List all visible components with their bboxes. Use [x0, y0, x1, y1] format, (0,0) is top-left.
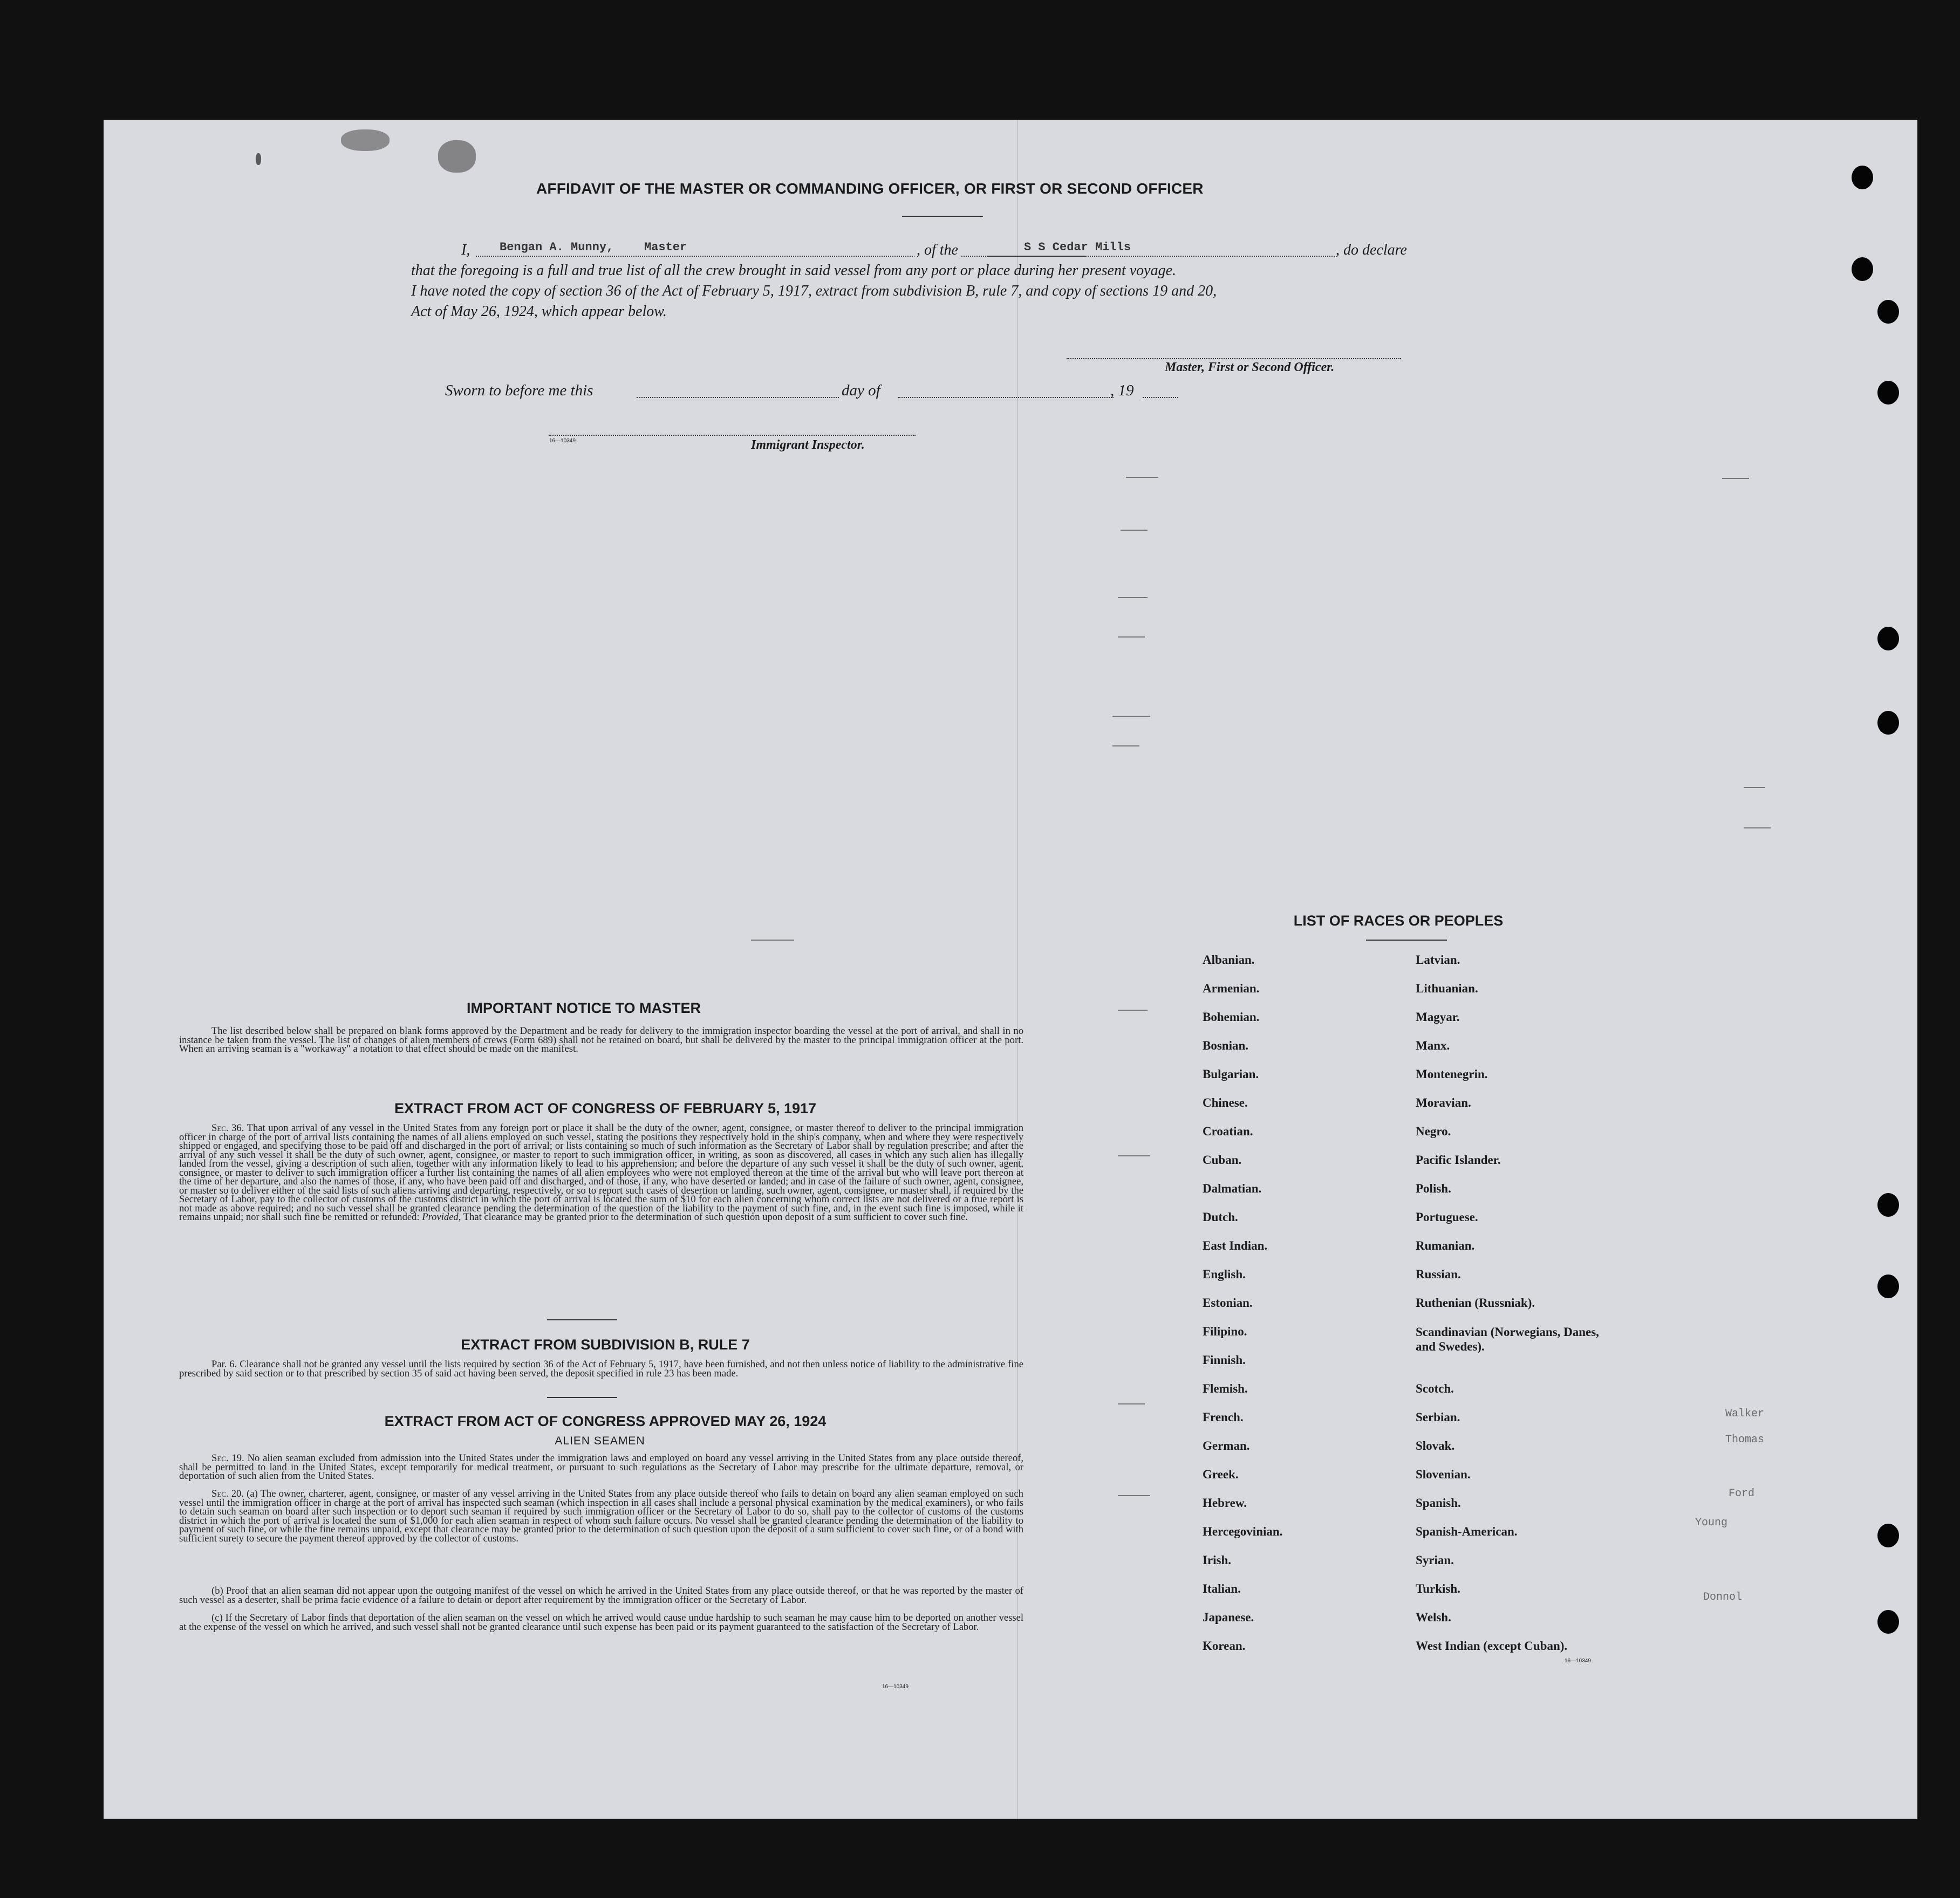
binder-hole	[1877, 1524, 1899, 1547]
bleed-mark	[1118, 1010, 1148, 1011]
law-form-number: 16—10349	[882, 1684, 909, 1690]
day-of-label: day of	[842, 382, 880, 399]
race-left: Filipino.	[1203, 1325, 1247, 1338]
race-left: Flemish.	[1203, 1382, 1248, 1395]
race-left: Cuban.	[1203, 1153, 1242, 1167]
bleed-mark	[1118, 636, 1145, 638]
binder-hole	[1877, 381, 1899, 405]
sworn-label: Sworn to before me this	[445, 382, 593, 399]
race-left: Bosnian.	[1203, 1039, 1249, 1052]
races-title: LIST OF RACES OR PEOPLES	[1293, 913, 1504, 929]
race-left: Korean.	[1203, 1639, 1246, 1653]
affidavit-title: AFFIDAVIT OF THE MASTER OR COMMANDING OFFICER, OR FIRST OR SECOND OFFICER	[536, 180, 1204, 197]
race-right: Turkish.	[1416, 1582, 1460, 1595]
affidavit-i: I,	[461, 242, 470, 258]
race-right: Magyar.	[1416, 1010, 1460, 1024]
race-left: Bulgarian.	[1203, 1067, 1259, 1081]
inspector-caption: Immigrant Inspector.	[751, 438, 865, 452]
section-divider-2	[547, 1397, 617, 1398]
sec36-label: Sec. 36.	[211, 1122, 244, 1134]
affidavit-line2: that the foregoing is a full and true list of all the crew brought in said vessel from any port or place during her present voyage.	[411, 262, 1177, 279]
binder-hole	[1877, 1610, 1899, 1634]
race-right: Montenegrin.	[1416, 1067, 1488, 1081]
race-right: Lithuanian.	[1416, 982, 1478, 995]
race-right: Rumanian.	[1416, 1239, 1475, 1252]
sec19-text: No alien seaman excluded from admission into the United States under the immigration laws and employed on board any vessel arriving in the United States from any place outside thereof, shall be permitted to land in the United States, except temporarily for medical treatment, or pursuant to such regulations as the Secretary of Labor may prescribe for the ultimate departure, removal, or deportation of such alien from the United States.	[179, 1452, 1023, 1482]
bleed-mark	[1744, 827, 1771, 828]
binder-hole	[1877, 1275, 1899, 1298]
bleed-mark	[751, 940, 794, 941]
ink-stain	[438, 140, 476, 173]
proviso-text: That clearance may be granted prior to the determination of such question upon deposit of a sum sufficient to cover such fine.	[463, 1211, 968, 1223]
bleed-name-ford: Ford	[1729, 1488, 1755, 1500]
typed-master-name: Bengan A. Munny,	[500, 241, 614, 254]
sec19-body	[179, 1454, 1023, 1481]
races-underline	[1366, 940, 1447, 941]
binder-hole	[1877, 300, 1899, 324]
races-form-number: 16—10349	[1565, 1658, 1591, 1664]
bleed-name-thomas: Thomas	[1725, 1434, 1765, 1446]
race-left: French.	[1203, 1410, 1244, 1424]
race-left: Dalmatian.	[1203, 1182, 1262, 1195]
bleed-mark	[1118, 1403, 1145, 1404]
race-right: Manx.	[1416, 1039, 1450, 1052]
race-left: Finnish.	[1203, 1353, 1246, 1367]
year-label: , 19	[1110, 382, 1134, 399]
signature-line	[1067, 358, 1401, 359]
rule7-body: Par. 6. Clearance shall not be granted any vessel until the lists required by section 36 of the Act of February 5, 1917, have been furnished, and not then unless notice of liability to the administrative fine prescribed by said section or to that prescribed by section 35 of said act having been served, the deposit specified in rule 23 has been made.	[179, 1359, 1023, 1379]
binder-hole	[1877, 627, 1899, 650]
extract-1917-title: EXTRACT FROM ACT OF CONGRESS OF FEBRUARY 5, 1917	[394, 1100, 817, 1116]
bleed-mark	[1722, 478, 1749, 479]
affidavit-line3: I have noted the copy of section 36 of the Act of February 5, 1917, extract from subdivision B, rule 7, and copy of sections 19 and 20,	[411, 283, 1217, 299]
race-left: English.	[1203, 1267, 1246, 1281]
sec20b-body: (b) Proof that an alien seaman did not appear upon the outgoing manifest of the vessel on which he arrived in the United States from any place outside thereof, or that he was reported by the master of such vessel as a deserter, shall be prima facie evidence of a failure to detain or deport after requirement by the immigration officer or the Secretary of Labor.	[179, 1585, 1023, 1606]
race-right: Pacific Islander.	[1416, 1153, 1501, 1167]
typed-master-rank: Master	[644, 241, 687, 254]
document-sheet	[104, 120, 1917, 1819]
race-right: Negro.	[1416, 1125, 1451, 1138]
bleed-name-donnol: Donnol	[1703, 1591, 1743, 1604]
bleed-mark	[1118, 1495, 1150, 1496]
do-declare-label: , do declare	[1336, 242, 1407, 258]
bleed-name-young: Young	[1695, 1517, 1728, 1529]
race-right: Latvian.	[1416, 953, 1460, 967]
sec19-label: Sec. 19.	[211, 1452, 244, 1464]
bleed-mark	[1112, 745, 1139, 746]
race-right: Polish.	[1416, 1182, 1451, 1195]
race-left: Chinese.	[1203, 1096, 1248, 1109]
race-right: West Indian (except Cuban).	[1416, 1639, 1568, 1653]
binder-hole	[1852, 166, 1873, 189]
bleed-mark	[1121, 530, 1148, 531]
extract-1917-body	[179, 1124, 1023, 1222]
race-right: Portuguese.	[1416, 1210, 1478, 1224]
bleed-mark	[1126, 477, 1158, 478]
race-left: Armenian.	[1203, 982, 1260, 995]
rule7-title: EXTRACT FROM SUBDIVISION B, RULE 7	[461, 1337, 750, 1353]
race-left: Bohemian.	[1203, 1010, 1260, 1024]
race-left: Greek.	[1203, 1468, 1239, 1481]
race-right: Syrian.	[1416, 1553, 1454, 1567]
ink-stain	[256, 153, 261, 165]
race-right: Scotch.	[1416, 1382, 1454, 1395]
race-left: Japanese.	[1203, 1611, 1254, 1624]
sec20a-body	[179, 1490, 1023, 1543]
affidavit-line4: Act of May 26, 1924, which appear below.	[411, 303, 667, 320]
signature-caption: Master, First or Second Officer.	[1165, 360, 1335, 374]
sec36-text: That upon arrival of any vessel in the United States from any foreign port or place it shall be the duty of the owner, agent, consignee, or master thereof to deliver to the principal immigration officer in charge of the port of arrival lists containing the names of all aliens employed on such vessel, stating the positions they respectively hold in the ship's company, when and where they were respectively shipped or engaged, and specifying those to be paid off and discharged in the port of arrival; or lists containing so much of such information as the Secretary of Labor shall by regulation prescribe; and after the arrival of any such vessel it shall be the duty of such owner, agent, consignee, or master to report to such immigration officer, in writing, as soon as discovered, all cases in which any such alien has illegally landed from the vessel, giving a description of such alien, together with any information likely to lead to his apprehension; and before the departure of any such vessel it shall be the duty of such owner, agent, consignee, or master to deliver to such immigration officer a further list containing the names of all alien employees who were not employed thereon at the time of the arrival but who will leave port thereon at the time of her departure, and also the names of those, if any, who have been paid off and discharged, and of those, if any, who have deserted or landed; and in case of the failure of such owner, agent, consignee, or master so to deliver either of the said lists of such aliens arriving and departing, respectively, or so to report such cases of desertion or landing, such owner, agent, consignee, or master shall, if required by the Secretary of Labor, pay to the collector of customs of the customs district in which the port of arrival is located the sum of $10 for each alien concerning whom correct lists are not delivered or a true report is not made as above required; and no such vessel shall be granted clearance pending the determination of the question of the liability to the payment of such fine, and, in the event such fine is imposed, while it remains unpaid; nor shall such fine be remitted or refunded:	[179, 1122, 1023, 1223]
bleed-mark	[1118, 1155, 1150, 1156]
alien-seamen-subtitle: ALIEN SEAMEN	[555, 1435, 645, 1447]
race-left: Hebrew.	[1203, 1496, 1247, 1510]
race-left: Italian.	[1203, 1582, 1241, 1595]
race-right: Spanish-American.	[1416, 1525, 1518, 1538]
binder-hole	[1852, 257, 1873, 281]
race-left: Estonian.	[1203, 1296, 1253, 1310]
race-left: Hercegovinian.	[1203, 1525, 1283, 1538]
inspector-line	[549, 435, 916, 436]
binder-hole	[1877, 711, 1899, 735]
race-right: Ruthenian (Russniak).	[1416, 1296, 1535, 1310]
extract-1924-title: EXTRACT FROM ACT OF CONGRESS APPROVED MAY 26, 1924	[384, 1413, 827, 1429]
bleed-mark	[1744, 787, 1765, 788]
ink-stain	[341, 129, 390, 151]
bleed-mark	[1118, 597, 1148, 598]
race-right: Slovak.	[1416, 1439, 1455, 1452]
race-left: East Indian.	[1203, 1239, 1268, 1252]
bleed-name-walker: Walker	[1725, 1408, 1765, 1420]
race-right: Serbian.	[1416, 1410, 1460, 1424]
sec20-label: Sec. 20.	[211, 1488, 244, 1499]
typed-vessel-name: S S Cedar Mills	[1024, 241, 1131, 254]
sec20c-body: (c) If the Secretary of Labor finds that deportation of the alien seaman on the vessel on which he arrived would cause undue hardship to such seaman he may cause him to be deported on another vessel at the expense of the vessel on which he arrived, and such vessel shall not be granted clearance until such expense has been paid or its payment guaranteed to the satisfaction of the Secretary of Labor.	[179, 1612, 1023, 1633]
race-left: German.	[1203, 1439, 1250, 1452]
section-divider-1	[547, 1319, 617, 1320]
race-right: Russian.	[1416, 1267, 1461, 1281]
race-left: Albanian.	[1203, 953, 1255, 967]
affidavit-form-number: 16—10349	[549, 438, 576, 444]
sec20a-text: (a) The owner, charterer, agent, consignee, or master of any vessel arriving in the United States from any place outside thereof who fails to detain on board any alien seaman employed on such vessel until the immigration officer in charge at the port of arrival has inspected such seaman (which inspection in all cases shall include a personal physical examination by the medical examiners), or who fails to detain such seaman on board after such inspection or to deport such seaman if required by such immigration officer or the Secretary of Labor to do so, shall pay to the collector of customs of the customs district in which the port of arrival is located the sum of $1,000 for each alien seaman in respect of whom such failure occurs. No vessel shall be granted clearance pending the determination of the liability to payment of such fine, or while the fine remains unpaid, except that clearance may be granted prior to the determination of such question upon the deposit of a sum sufficient to cover such fine, or of a bond with sufficient surety to secure the payment thereof approved by the collector of customs.	[179, 1488, 1023, 1544]
of-the-label: , of the	[914, 242, 960, 259]
race-right: Slovenian.	[1416, 1468, 1471, 1481]
race-right: Moravian.	[1416, 1096, 1471, 1109]
binder-hole	[1877, 1193, 1899, 1217]
race-right: Spanish.	[1416, 1496, 1461, 1510]
notice-body: The list described below shall be prepared on blank forms approved by the Department and be ready for delivery to the immigration inspector boarding the vessel at the port of arrival, and shall in no instance be taken from the vessel. The list of changes of alien members of crews (Form 689) shall not be retained on board, but shall be delivered by the master to the principal immigration officer at the port. When an arriving seaman is a "workaway" a notation to that effect should be made on the manifest.	[179, 1025, 1023, 1054]
bleed-mark	[1112, 716, 1150, 717]
race-right: Welsh.	[1416, 1611, 1451, 1624]
race-left: Irish.	[1203, 1553, 1232, 1567]
sworn-day-line	[637, 397, 839, 398]
race-left: Croatian.	[1203, 1125, 1253, 1138]
proviso-label: Provided,	[422, 1211, 461, 1223]
vessel-line	[987, 256, 1335, 257]
race-left: Dutch.	[1203, 1210, 1238, 1224]
race-right: Scandinavian (Norwegians, Danes, and Swedes).	[1416, 1325, 1599, 1353]
sworn-month-line	[898, 397, 1114, 398]
title-underline	[902, 216, 983, 217]
notice-title: IMPORTANT NOTICE TO MASTER	[467, 1000, 701, 1016]
center-fold	[1017, 120, 1018, 1819]
sworn-year-line	[1143, 397, 1178, 398]
